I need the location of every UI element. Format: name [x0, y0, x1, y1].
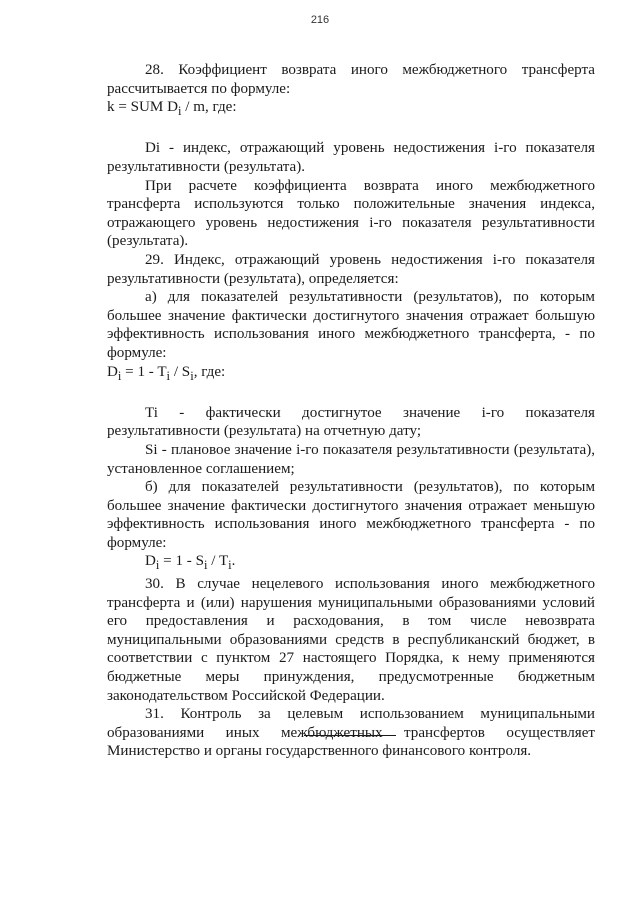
- formula-b-t-subscript: i: [228, 558, 232, 573]
- paragraph-calculation-note: При расчете коэффициента возврата иного межбюджетного трансферта используются только положительные значения индекса, отражающего уровень недостижения i-го показателя результативности (результата).: [107, 177, 595, 250]
- paragraph-28: 28. Коэффициент возврата иного межбюджетного трансферта рассчитывается по формуле:: [107, 62, 595, 97]
- document-body: [107, 61, 595, 761]
- formula-a-t-subscript: i: [166, 368, 171, 383]
- formula-b-d: D: [145, 553, 156, 570]
- formula-a-d-subscript: i: [117, 368, 122, 383]
- formula-index-a: [107, 363, 595, 386]
- formula-b-suffix: .: [231, 553, 236, 570]
- page-number: 216: [310, 14, 330, 26]
- formula-b-mid: = 1 - S: [159, 553, 204, 570]
- paragraph-di-definition: Di - индекс, отражающий уровень недостижения i-го показателя результативности (результата).: [107, 140, 595, 175]
- end-separator-line: [304, 735, 396, 736]
- formula-return-coefficient: [107, 98, 595, 121]
- paragraph-si-definition: Si - плановое значение i-го показателя результативности (результата), установленное соглашением;: [107, 441, 595, 477]
- formula-a-mid: = 1 - T: [121, 363, 167, 380]
- formula-a-d: D: [107, 363, 118, 380]
- paragraph-31: 31. Контроль за целевым использованием муниципальными образованиями иных межбюджетных трансфертов осуществляет Министерство и органы государственного финансового контроля.: [107, 706, 595, 760]
- formula-b-slash: / T: [207, 553, 229, 570]
- paragraph-30: 30. В случае нецелевого использования иного межбюджетного трансферта и (или) нарушения муниципальными образованиями условий его предоставления и расходования, в том числе невозврата муниципальными образованиями средств в республиканский бюджет, в соответствии с пунктом 27 настоящего Порядка, к нему применяются бюджетные меры принуждения, предусмотренные бюджетным законодательством Российской Федерации.: [107, 576, 595, 704]
- blank-line: [107, 121, 595, 140]
- paragraph-ti-definition: Ti - фактически достигнутое значение i-го показателя результативности (результата) на отчетную дату;: [107, 404, 595, 440]
- formula-a-suffix: , где:: [193, 363, 226, 380]
- formula-a-slash: / S: [170, 363, 191, 380]
- paragraph-29: 29. Индекс, отражающий уровень недостижения i-го показателя результативности (результата), определяется:: [107, 251, 595, 287]
- formula-b-s-subscript: i: [203, 558, 208, 573]
- formula-k-subscript: i: [178, 104, 182, 119]
- blank-line: [107, 385, 595, 404]
- paragraph-29b: б) для показателей результативности (результатов), по которым большее значение фактически достигнутого значения отражает меньшую эффективность использования иного межбюджетного трансферта - по формуле:: [107, 479, 595, 551]
- formula-k-prefix: k = SUM D: [107, 99, 178, 116]
- formula-k-suffix: / m, где:: [181, 99, 237, 116]
- paragraph-29a: а) для показателей результативности (результатов), по которым большее значение фактически достигнутого значения отражает большую эффективность использования иного межбюджетного трансферта, - по формуле:: [107, 289, 595, 361]
- formula-b-d-subscript: i: [155, 558, 160, 573]
- formula-index-b: [107, 552, 595, 575]
- formula-a-s-subscript: i: [190, 368, 194, 383]
